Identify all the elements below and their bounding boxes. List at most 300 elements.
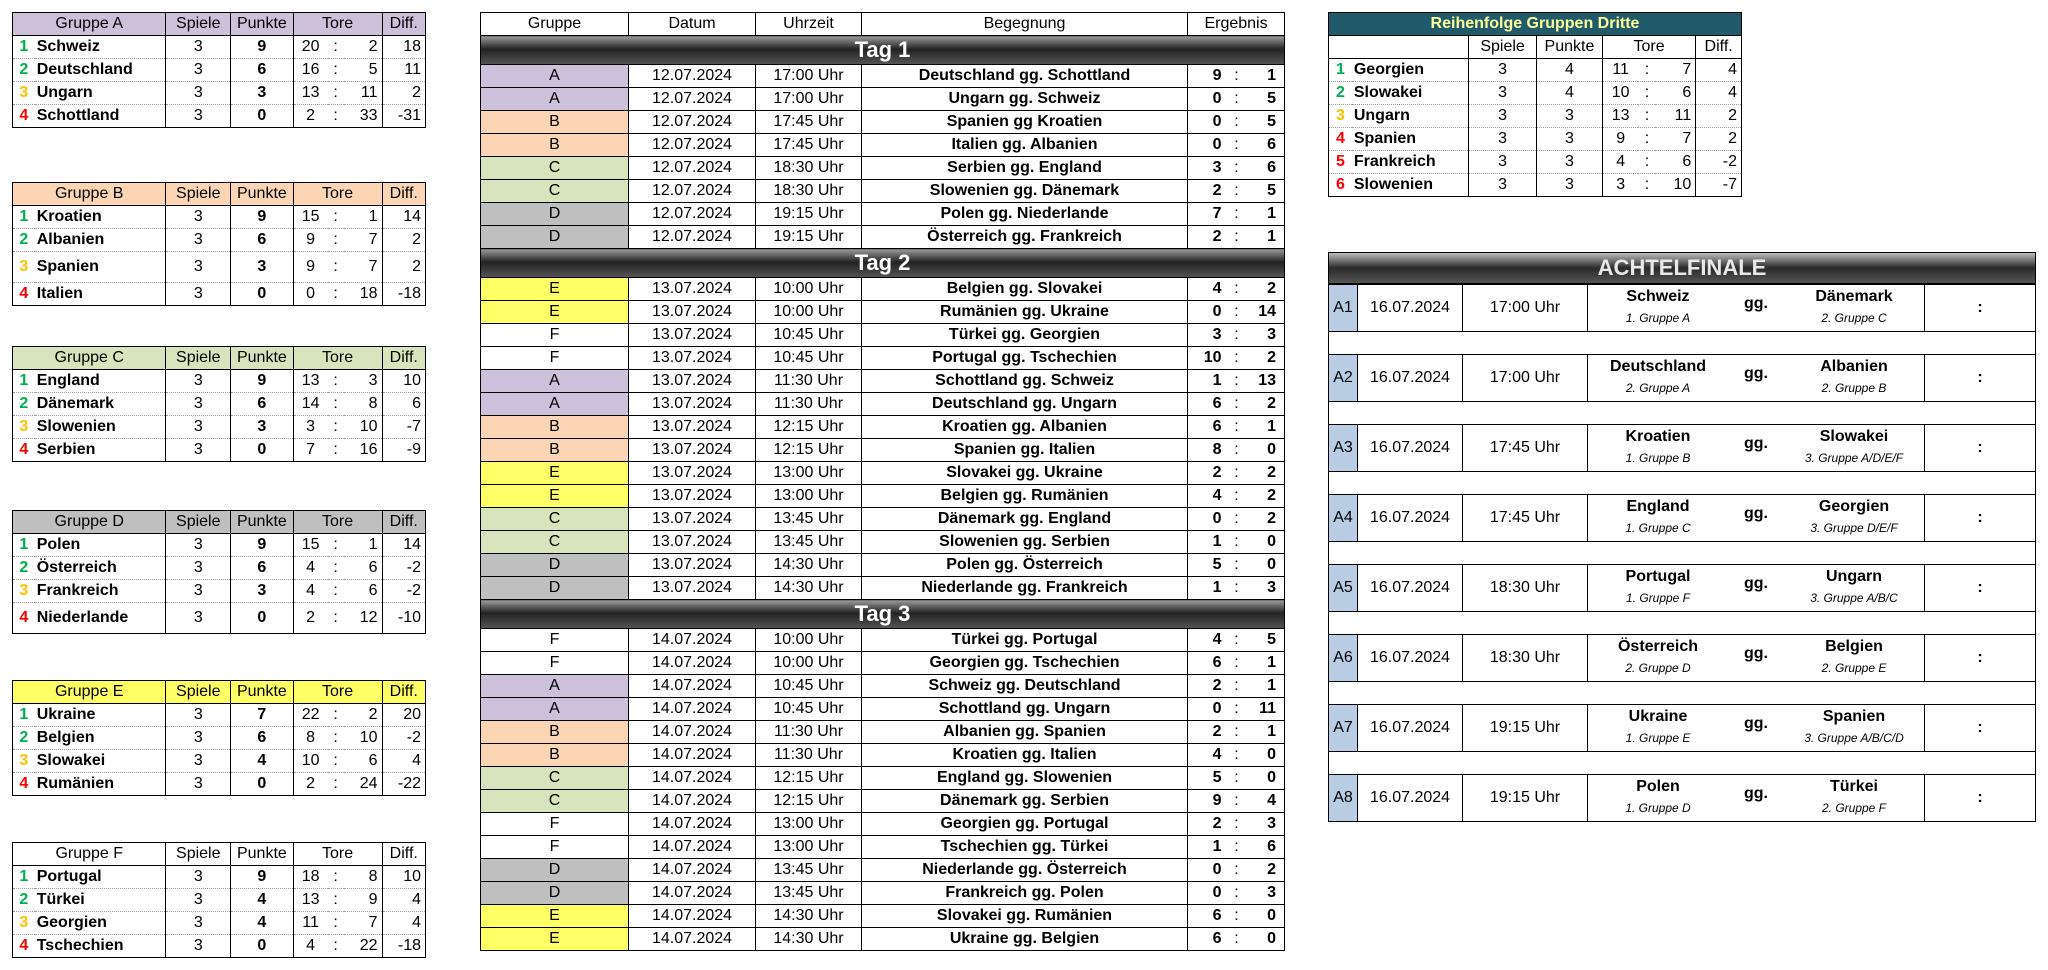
games-played: 3 — [166, 580, 231, 603]
match-result: : — [1977, 509, 1983, 526]
standing-row — [13, 229, 426, 252]
goal-difference: 14 — [382, 206, 425, 229]
match-group: D — [481, 226, 629, 249]
games-played: 3 — [166, 773, 231, 796]
match-row — [481, 675, 1285, 698]
score-separator: : — [1230, 652, 1244, 675]
team-2: Dänemark — [1815, 288, 1893, 305]
team-1-seed: 1. Gruppe E — [1625, 731, 1691, 745]
points: 9 — [231, 206, 294, 229]
match-date: 16.07.2024 — [1358, 705, 1463, 751]
goals-for: 9 — [293, 252, 327, 283]
match-group: E — [481, 905, 629, 928]
match-pairing: Deutschland gg. Schottland — [862, 65, 1188, 88]
goals-against: 10 — [344, 416, 382, 439]
score-home: 3 — [1188, 157, 1230, 180]
games-played: 3 — [166, 283, 231, 306]
match-pairing: Deutschland gg. Ungarn — [862, 393, 1188, 416]
team-name: Niederlande — [35, 603, 166, 634]
group-header-row — [13, 347, 426, 370]
goal-difference: 11 — [382, 59, 425, 82]
match-date: 13.07.2024 — [629, 577, 756, 600]
goals-for: 13 — [293, 82, 327, 105]
round-of-16-panel — [1328, 252, 2036, 822]
match-row — [481, 416, 1285, 439]
match-date: 12.07.2024 — [629, 203, 756, 226]
match-time: 13:00 Uhr — [756, 462, 862, 485]
score-separator: : — [1230, 111, 1244, 134]
goal-difference: 2 — [1696, 105, 1742, 128]
score-separator: : — [1230, 439, 1244, 462]
goal-difference: 4 — [1696, 59, 1742, 82]
spacer — [1328, 752, 2036, 774]
score-home: 4 — [1188, 629, 1230, 652]
match-row — [481, 698, 1285, 721]
goals-for: 20 — [293, 36, 327, 59]
team-1: Schweiz — [1626, 288, 1690, 305]
score-home: 6 — [1188, 416, 1230, 439]
rank-number: 1 — [13, 370, 35, 393]
score-separator: : — [1230, 928, 1244, 951]
goals-for: 14 — [293, 393, 327, 416]
match-row — [481, 882, 1285, 905]
match-group: C — [481, 508, 629, 531]
team-1-seed: 2. Gruppe D — [1625, 661, 1691, 675]
match-code: A4 — [1329, 495, 1358, 541]
match-pairing: Schottland gg. Ungarn — [862, 698, 1188, 721]
group-header-row — [13, 13, 426, 36]
match-row — [481, 905, 1285, 928]
points: 9 — [231, 370, 294, 393]
match-date: 16.07.2024 — [1358, 495, 1463, 541]
score-home: 6 — [1188, 928, 1230, 951]
goal-difference: 2 — [382, 229, 425, 252]
score-away: 3 — [1244, 813, 1285, 836]
standing-row — [13, 750, 426, 773]
match-group: F — [481, 813, 629, 836]
match-row — [481, 531, 1285, 554]
games-played: 3 — [166, 534, 231, 557]
match-date: 16.07.2024 — [1358, 285, 1463, 331]
goal-difference: -2 — [382, 727, 425, 750]
match-pairing — [1588, 565, 1925, 611]
goals-separator: : — [328, 252, 344, 283]
standing-row — [13, 416, 426, 439]
score-separator: : — [1230, 180, 1244, 203]
rank-number: 4 — [13, 773, 35, 796]
match-group: E — [481, 301, 629, 324]
match-time: 18:30 Uhr — [756, 157, 862, 180]
score-away: 3 — [1244, 577, 1285, 600]
rank-number: 4 — [13, 283, 35, 306]
score-separator: : — [1230, 721, 1244, 744]
team-1: Portugal — [1625, 568, 1691, 585]
goals-separator: : — [328, 534, 344, 557]
goals-for: 22 — [293, 704, 327, 727]
goal-difference: -22 — [382, 773, 425, 796]
match-row — [481, 744, 1285, 767]
match-pairing: Schweiz gg. Deutschland — [862, 675, 1188, 698]
match-date: 16.07.2024 — [1358, 565, 1463, 611]
team-1: Österreich — [1617, 638, 1699, 655]
goal-difference: 20 — [382, 704, 425, 727]
games-played: 3 — [1469, 174, 1537, 197]
points: 0 — [231, 283, 294, 306]
goals-for: 4 — [293, 935, 327, 958]
thirds-header-diff: Diff. — [1696, 36, 1742, 59]
goals-separator: : — [328, 935, 344, 958]
goal-difference: 4 — [382, 912, 425, 935]
match-time: 17:45 Uhr — [1463, 495, 1588, 541]
match-pairing: Portugal gg. Tschechien — [862, 347, 1188, 370]
spacer — [1328, 612, 2036, 634]
header-points: Punkte — [231, 843, 294, 866]
team-name: Polen — [35, 534, 166, 557]
match-date: 13.07.2024 — [629, 370, 756, 393]
goals-for: 4 — [293, 557, 327, 580]
goals-for: 13 — [1602, 105, 1638, 128]
match-pairing: Niederlande gg. Österreich — [862, 859, 1188, 882]
match-time: 10:00 Uhr — [756, 278, 862, 301]
team-name: Ukraine — [35, 704, 166, 727]
team-1: England — [1626, 498, 1690, 515]
team-name: Ungarn — [35, 82, 166, 105]
rank-number: 2 — [1329, 82, 1352, 105]
group-table-d — [12, 510, 426, 634]
goals-separator: : — [1638, 174, 1655, 197]
match-code: A6 — [1329, 635, 1358, 681]
match-date: 16.07.2024 — [1358, 775, 1463, 821]
thirds-row — [1329, 82, 1742, 105]
schedule-header-row — [481, 13, 1285, 36]
score-home: 2 — [1188, 226, 1230, 249]
team-name: Tschechien — [35, 935, 166, 958]
match-result: : — [1977, 579, 1983, 596]
goals-separator: : — [328, 82, 344, 105]
games-played: 3 — [166, 82, 231, 105]
day-label: Tag 2 — [481, 249, 1285, 278]
goal-difference: -31 — [382, 105, 425, 128]
goals-against: 9 — [344, 889, 382, 912]
score-home: 1 — [1188, 836, 1230, 859]
score-home: 5 — [1188, 554, 1230, 577]
goal-difference: 4 — [382, 889, 425, 912]
team-1: Kroatien — [1625, 428, 1691, 445]
games-played: 3 — [1469, 82, 1537, 105]
match-time: 13:00 Uhr — [756, 485, 862, 508]
score-away: 13 — [1244, 370, 1285, 393]
score-away: 0 — [1244, 744, 1285, 767]
match-time: 17:00 Uhr — [756, 65, 862, 88]
score-separator: : — [1230, 767, 1244, 790]
team-name: Rumänien — [35, 773, 166, 796]
goals-against: 11 — [1655, 105, 1695, 128]
team-1: Deutschland — [1609, 358, 1706, 375]
match-group: B — [481, 721, 629, 744]
rank-number: 6 — [1329, 174, 1352, 197]
header-points: Punkte — [231, 13, 294, 36]
match-time: 17:45 Uhr — [1463, 425, 1588, 471]
games-played: 3 — [166, 105, 231, 128]
match-date: 12.07.2024 — [629, 134, 756, 157]
rank-number: 3 — [13, 580, 35, 603]
goals-separator: : — [328, 393, 344, 416]
team-1-seed: 1. Gruppe A — [1625, 311, 1691, 325]
match-time: 17:45 Uhr — [756, 134, 862, 157]
match-date: 13.07.2024 — [629, 554, 756, 577]
points: 0 — [231, 603, 294, 634]
score-separator: : — [1230, 226, 1244, 249]
standing-row — [13, 580, 426, 603]
match-pairing — [1588, 355, 1925, 401]
games-played: 3 — [1469, 105, 1537, 128]
header-time: Uhrzeit — [756, 13, 862, 36]
match-group: A — [481, 675, 629, 698]
standing-row — [13, 105, 426, 128]
rank-number: 3 — [13, 750, 35, 773]
score-home: 2 — [1188, 721, 1230, 744]
team-2: Georgien — [1818, 498, 1890, 515]
goals-separator: : — [1638, 128, 1655, 151]
score-away: 5 — [1244, 629, 1285, 652]
goal-difference: -2 — [382, 557, 425, 580]
goals-against: 7 — [1655, 59, 1695, 82]
match-pairing: Belgien gg. Rumänien — [862, 485, 1188, 508]
goals-against: 10 — [1655, 174, 1695, 197]
goals-separator: : — [328, 229, 344, 252]
goals-for: 15 — [293, 206, 327, 229]
score-home: 6 — [1188, 393, 1230, 416]
standing-row — [13, 82, 426, 105]
match-group: C — [481, 790, 629, 813]
match-date: 12.07.2024 — [629, 65, 756, 88]
points: 0 — [231, 773, 294, 796]
goals-against: 3 — [344, 370, 382, 393]
header-match: Begegnung — [862, 13, 1188, 36]
games-played: 3 — [166, 206, 231, 229]
match-pairing — [1588, 285, 1925, 331]
goals-against: 7 — [344, 912, 382, 935]
goal-difference: 2 — [382, 252, 425, 283]
knockout-match-row — [1328, 424, 2036, 472]
points: 3 — [1537, 151, 1603, 174]
score-home: 0 — [1188, 88, 1230, 111]
match-date: 14.07.2024 — [629, 836, 756, 859]
match-time: 10:45 Uhr — [756, 347, 862, 370]
score-separator: : — [1230, 508, 1244, 531]
score-home: 0 — [1188, 698, 1230, 721]
match-row — [481, 928, 1285, 951]
header-points: Punkte — [231, 681, 294, 704]
goals-separator: : — [1638, 151, 1655, 174]
team-1-seed: 2. Gruppe A — [1625, 381, 1691, 395]
score-away: 2 — [1244, 347, 1285, 370]
score-separator: : — [1230, 629, 1244, 652]
match-date: 14.07.2024 — [629, 905, 756, 928]
goals-for: 10 — [293, 750, 327, 773]
standing-row — [13, 557, 426, 580]
games-played: 3 — [166, 889, 231, 912]
team-2-seed: 2. Gruppe B — [1821, 381, 1887, 395]
match-group: E — [481, 485, 629, 508]
header-diff: Diff. — [382, 13, 425, 36]
games-played: 3 — [166, 36, 231, 59]
standing-row — [13, 283, 426, 306]
points: 4 — [231, 912, 294, 935]
team-name: Schottland — [35, 105, 166, 128]
versus-label: gg. — [1744, 575, 1768, 592]
goal-difference: -7 — [382, 416, 425, 439]
points: 6 — [231, 557, 294, 580]
score-away: 3 — [1244, 324, 1285, 347]
match-pairing: Belgien gg. Slovakei — [862, 278, 1188, 301]
games-played: 3 — [166, 603, 231, 634]
match-pairing: Spanien gg Kroatien — [862, 111, 1188, 134]
score-away: 2 — [1244, 859, 1285, 882]
spacer — [1328, 402, 2036, 424]
match-date: 16.07.2024 — [1358, 425, 1463, 471]
match-time: 14:30 Uhr — [756, 554, 862, 577]
goals-against: 8 — [344, 866, 382, 889]
score-away: 0 — [1244, 767, 1285, 790]
standing-row — [13, 393, 426, 416]
score-separator: : — [1230, 393, 1244, 416]
header-games: Spiele — [166, 183, 231, 206]
knockout-match-row — [1328, 284, 2036, 332]
match-pairing — [1588, 495, 1925, 541]
match-time: 13:45 Uhr — [756, 859, 862, 882]
score-away: 2 — [1244, 508, 1285, 531]
team-name: Kroatien — [35, 206, 166, 229]
score-away: 0 — [1244, 531, 1285, 554]
score-away: 5 — [1244, 111, 1285, 134]
match-pairing: Ungarn gg. Schweiz — [862, 88, 1188, 111]
spacer — [1328, 472, 2036, 494]
match-group: A — [481, 65, 629, 88]
score-separator: : — [1230, 859, 1244, 882]
score-separator: : — [1230, 65, 1244, 88]
team-name: Georgien — [35, 912, 166, 935]
match-group: C — [481, 767, 629, 790]
score-home: 1 — [1188, 577, 1230, 600]
match-time: 12:15 Uhr — [756, 416, 862, 439]
match-pairing: England gg. Slowenien — [862, 767, 1188, 790]
score-away: 2 — [1244, 462, 1285, 485]
group-table-b — [12, 182, 426, 306]
score-separator: : — [1230, 324, 1244, 347]
goal-difference: -18 — [382, 283, 425, 306]
score-away: 0 — [1244, 905, 1285, 928]
points: 3 — [1537, 174, 1603, 197]
goals-for: 13 — [293, 889, 327, 912]
group-header-row — [13, 511, 426, 534]
match-group: D — [481, 554, 629, 577]
goals-separator: : — [328, 36, 344, 59]
goal-difference: 6 — [382, 393, 425, 416]
knockout-match-row — [1328, 774, 2036, 822]
score-separator: : — [1230, 157, 1244, 180]
match-time: 10:00 Uhr — [756, 301, 862, 324]
team-2: Ungarn — [1826, 568, 1882, 585]
match-date: 12.07.2024 — [629, 180, 756, 203]
header-diff: Diff. — [382, 843, 425, 866]
standing-row — [13, 727, 426, 750]
match-pairing: Slovakei gg. Rumänien — [862, 905, 1188, 928]
match-date: 13.07.2024 — [629, 301, 756, 324]
thirds-header-goals: Tore — [1602, 36, 1695, 59]
match-group: B — [481, 134, 629, 157]
rank-number: 3 — [13, 416, 35, 439]
knockout-match-row — [1328, 354, 2036, 402]
goals-for: 2 — [293, 603, 327, 634]
goals-against: 7 — [1655, 128, 1695, 151]
standing-row — [13, 370, 426, 393]
rank-number: 2 — [13, 557, 35, 580]
match-pairing: Slovakei gg. Ukraine — [862, 462, 1188, 485]
standing-row — [13, 773, 426, 796]
match-pairing: Serbien gg. England — [862, 157, 1188, 180]
rank-number: 2 — [13, 889, 35, 912]
match-group: D — [481, 577, 629, 600]
score-separator: : — [1230, 744, 1244, 767]
goals-against: 8 — [344, 393, 382, 416]
goal-difference: 4 — [382, 750, 425, 773]
header-group: Gruppe — [481, 13, 629, 36]
group-table-c — [12, 346, 426, 462]
score-away: 6 — [1244, 836, 1285, 859]
goals-for: 2 — [293, 773, 327, 796]
standing-row — [13, 252, 426, 283]
score-home: 2 — [1188, 180, 1230, 203]
match-code: A5 — [1329, 565, 1358, 611]
standing-row — [13, 889, 426, 912]
goals-against: 11 — [344, 82, 382, 105]
goal-difference: -7 — [1696, 174, 1742, 197]
score-away: 1 — [1244, 226, 1285, 249]
header-points: Punkte — [231, 347, 294, 370]
match-row — [481, 393, 1285, 416]
team-1-seed: 1. Gruppe F — [1625, 591, 1691, 605]
match-result: : — [1977, 439, 1983, 456]
goals-for: 8 — [293, 727, 327, 750]
match-time: 17:00 Uhr — [1463, 355, 1588, 401]
match-pairing: Niederlande gg. Frankreich — [862, 577, 1188, 600]
match-group: A — [481, 698, 629, 721]
header-diff: Diff. — [382, 183, 425, 206]
points: 3 — [1537, 128, 1603, 151]
team-name: Slowenien — [35, 416, 166, 439]
goals-against: 24 — [344, 773, 382, 796]
match-group: B — [481, 111, 629, 134]
match-time: 10:45 Uhr — [756, 324, 862, 347]
match-code: A3 — [1329, 425, 1358, 471]
goals-against: 12 — [344, 603, 382, 634]
points: 6 — [231, 727, 294, 750]
goals-separator: : — [328, 704, 344, 727]
match-pairing: Österreich gg. Frankreich — [862, 226, 1188, 249]
score-away: 0 — [1244, 554, 1285, 577]
group-title: Gruppe C — [13, 347, 166, 370]
match-result: : — [1977, 649, 1983, 666]
header-points: Punkte — [231, 511, 294, 534]
team-name: Frankreich — [35, 580, 166, 603]
match-result: : — [1977, 299, 1983, 316]
team-name: Deutschland — [35, 59, 166, 82]
round-of-16-matches — [1328, 284, 2036, 822]
match-time: 11:30 Uhr — [756, 393, 862, 416]
rank-number: 1 — [13, 206, 35, 229]
standing-row — [13, 534, 426, 557]
